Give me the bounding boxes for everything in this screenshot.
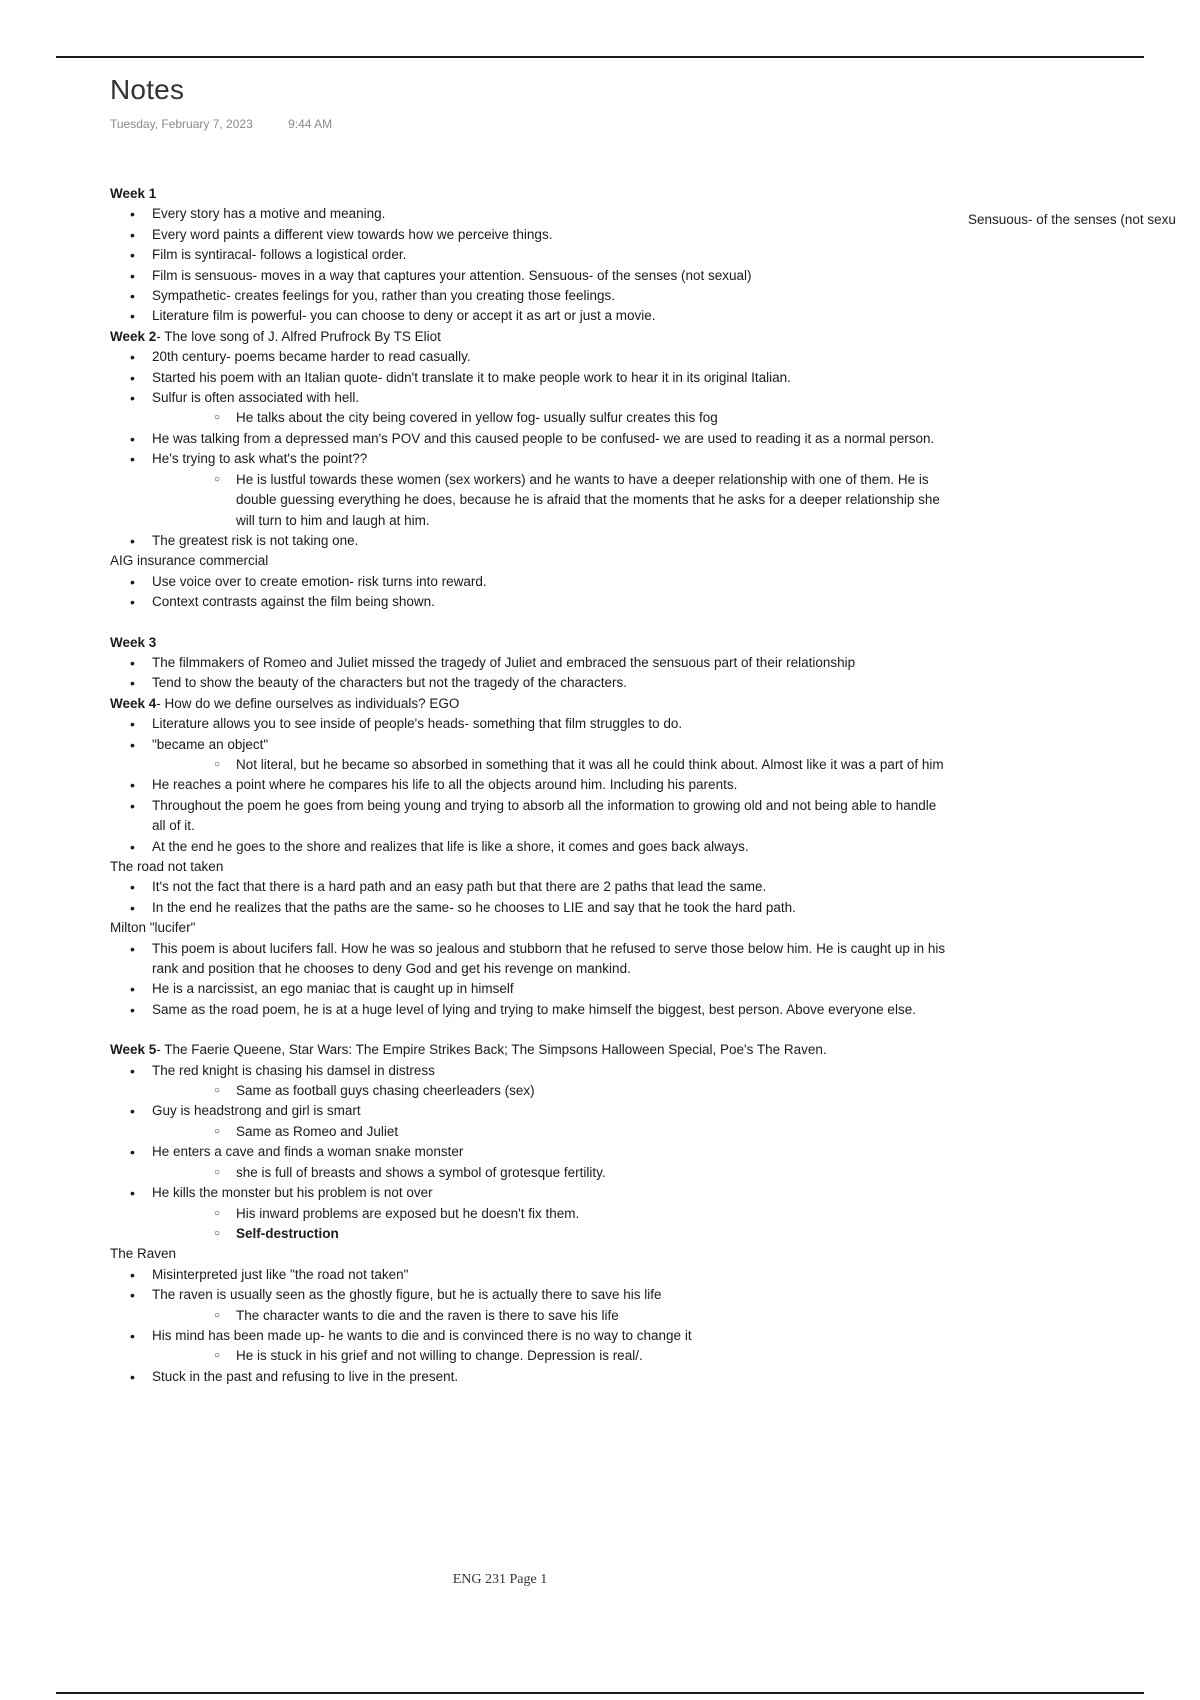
list-item: • He enters a cave and finds a woman snake monster ○ she is full of breasts and shows a symbol of grotesque fertility. xyxy=(110,1142,950,1183)
list-item: • Context contrasts against the film being shown. xyxy=(110,592,950,612)
list-item: • Throughout the poem he goes from being young and trying to absorb all the information to growing old and not being able to handle all of it. xyxy=(110,796,950,837)
list-item: • He kills the monster but his problem is not over ○ His inward problems are exposed but he doesn't fix them. ○ Self-destruction xyxy=(110,1183,950,1244)
side-note: Sensuous- of the senses (not sexu xyxy=(968,212,1176,227)
list-item: • "became an object" ○ Not literal, but he became so absorbed in something that it was all he could think about. Almost like it was a part of him xyxy=(110,735,950,776)
list-item: • Sympathetic- creates feelings for you, rather than you creating those feelings. xyxy=(110,286,950,306)
list-item: • Film is sensuous- moves in a way that captures your attention. Sensuous- of the senses (not sexual) xyxy=(110,266,950,286)
list-item: • This poem is about lucifers fall. How he was so jealous and stubborn that he refused to serve those below him. He is caught up in his rank and position that he chooses to deny God and get his revenge on mankind. xyxy=(110,939,950,980)
section-heading: Week 3 xyxy=(110,634,157,650)
sub-list-item: ○ The character wants to die and the raven is there to save his life xyxy=(152,1306,950,1326)
list-item: • In the end he realizes that the paths are the same- so he chooses to LIE and say that he took the hard path. xyxy=(110,898,950,918)
list-item: • Same as the road poem, he is at a huge level of lying and trying to make himself the biggest, best person. Above everyone else. xyxy=(110,1000,950,1020)
list-item: • The filmmakers of Romeo and Juliet missed the tragedy of Juliet and embraced the sensuous part of their relationship xyxy=(110,653,950,673)
list-item: • He's trying to ask what's the point?? ○ He is lustful towards these women (sex workers) and he wants to have a deeper relationship with one of them. He is double guessing everything he does, because he is afraid that the moments that he asks for a deeper relationship she will turn to him and laugh at him. xyxy=(110,449,950,531)
list-item: • The raven is usually seen as the ghostly figure, but he is actually there to save his life ○ The character wants to die and the raven is there to save his life xyxy=(110,1285,950,1326)
page-date: Tuesday, February 7, 2023 xyxy=(110,117,253,131)
list-item: • At the end he goes to the shore and realizes that life is like a shore, it comes and goes back always. xyxy=(110,837,950,857)
section-heading: The road not taken xyxy=(110,859,224,874)
sub-list-item: ○ she is full of breasts and shows a symbol of grotesque fertility. xyxy=(152,1163,950,1183)
notes-body xyxy=(110,184,950,1387)
top-rule xyxy=(56,56,1144,58)
section-heading: Week 2- The love song of J. Alfred Prufrock By TS Eliot xyxy=(110,328,441,344)
page-title: Notes xyxy=(110,74,185,105)
sub-list-item: ○ He talks about the city being covered in yellow fog- usually sulfur creates this fog xyxy=(152,408,950,428)
list-item: • Tend to show the beauty of the characters but not the tragedy of the characters. xyxy=(110,673,950,693)
week5-list xyxy=(110,1061,950,1245)
list-item: • Film is syntiracal- follows a logistical order. xyxy=(110,245,950,265)
list-item: • He reaches a point where he compares his life to all the objects around him. Including his parents. xyxy=(110,775,950,795)
sub-list-item: ○ Not literal, but he became so absorbed in something that it was all he could think about. Almost like it was a part of him xyxy=(152,755,950,775)
section-heading: AIG insurance commercial xyxy=(110,553,269,569)
sub-list-item: ○ Self-destruction xyxy=(152,1224,950,1244)
list-item: • It's not the fact that there is a hard path and an easy path but that there are 2 paths that lead the same. xyxy=(110,877,950,897)
list-item: • Literature film is powerful- you can choose to deny or accept it as art or just a movie. xyxy=(110,306,950,326)
list-item: • Guy is headstrong and girl is smart ○ Same as Romeo and Juliet xyxy=(110,1101,950,1142)
list-item: • Misinterpreted just like "the road not taken" xyxy=(110,1265,950,1285)
page-time: 9:44 AM xyxy=(288,117,333,131)
week2-list xyxy=(110,347,950,551)
list-item: • Sulfur is often associated with hell. ○ He talks about the city being covered in yellow fog- usually sulfur creates this fog xyxy=(110,388,950,429)
list-item: • Stuck in the past and refusing to live in the present. xyxy=(110,1367,950,1387)
page-timestamp xyxy=(110,117,332,131)
week4-list xyxy=(110,714,950,857)
road-list xyxy=(110,877,950,918)
section-heading: Week 5- The Faerie Queene, Star Wars: The Empire Strikes Back; The Simpsons Halloween Special, Poe's The Raven. xyxy=(110,1042,827,1058)
list-item: • Every word paints a different view towards how we perceive things. xyxy=(110,225,950,245)
list-item: • The red knight is chasing his damsel in distress ○ Same as football guys chasing cheerleaders (sex) xyxy=(110,1061,950,1102)
bottom-rule xyxy=(56,1692,1144,1694)
milton-list xyxy=(110,939,950,1021)
sub-list-item: ○ Same as football guys chasing cheerleaders (sex) xyxy=(152,1081,950,1101)
list-item: • 20th century- poems became harder to read casually. xyxy=(110,347,950,367)
list-item: • Every story has a motive and meaning. xyxy=(110,204,950,224)
sub-list-item: ○ His inward problems are exposed but he doesn't fix them. xyxy=(152,1204,950,1224)
raven-list xyxy=(110,1265,950,1387)
sub-list-item: ○ He is stuck in his grief and not willing to change. Depression is real/. xyxy=(152,1346,950,1366)
list-item: • Use voice over to create emotion- risk turns into reward. xyxy=(110,572,950,592)
section-heading: Milton "lucifer" xyxy=(110,920,196,936)
list-item: • Started his poem with an Italian quote- didn't translate it to make people work to hear it in its original Italian. xyxy=(110,368,950,388)
list-item: • He was talking from a depressed man's POV and this caused people to be confused- we are used to reading it as a normal person. xyxy=(110,429,950,449)
list-item: • Literature allows you to see inside of people's heads- something that film struggles to do. xyxy=(110,714,950,734)
section-heading: Week 1 xyxy=(110,186,157,201)
week1-list xyxy=(110,204,950,326)
sub-list-item: ○ Same as Romeo and Juliet xyxy=(152,1122,950,1142)
aig-list xyxy=(110,572,950,613)
page-footer: ENG 231 Page 1 xyxy=(452,1572,548,1587)
sub-list-item: ○ He is lustful towards these women (sex workers) and he wants to have a deeper relationship with one of them. He is double guessing everything he does, because he is afraid that the moments that he asks for a deeper relationship she will turn to him and laugh at him. xyxy=(152,470,950,531)
week3-list xyxy=(110,653,950,694)
section-heading: Week 4- How do we define ourselves as individuals? EGO xyxy=(110,695,460,711)
list-item: • The greatest risk is not taking one. xyxy=(110,531,950,551)
list-item: • His mind has been made up- he wants to die and is convinced there is no way to change it ○ He is stuck in his grief and not willing to change. Depression is real/. xyxy=(110,1326,950,1367)
section-heading: The Raven xyxy=(110,1246,177,1262)
list-item: • He is a narcissist, an ego maniac that is caught up in himself xyxy=(110,979,950,999)
